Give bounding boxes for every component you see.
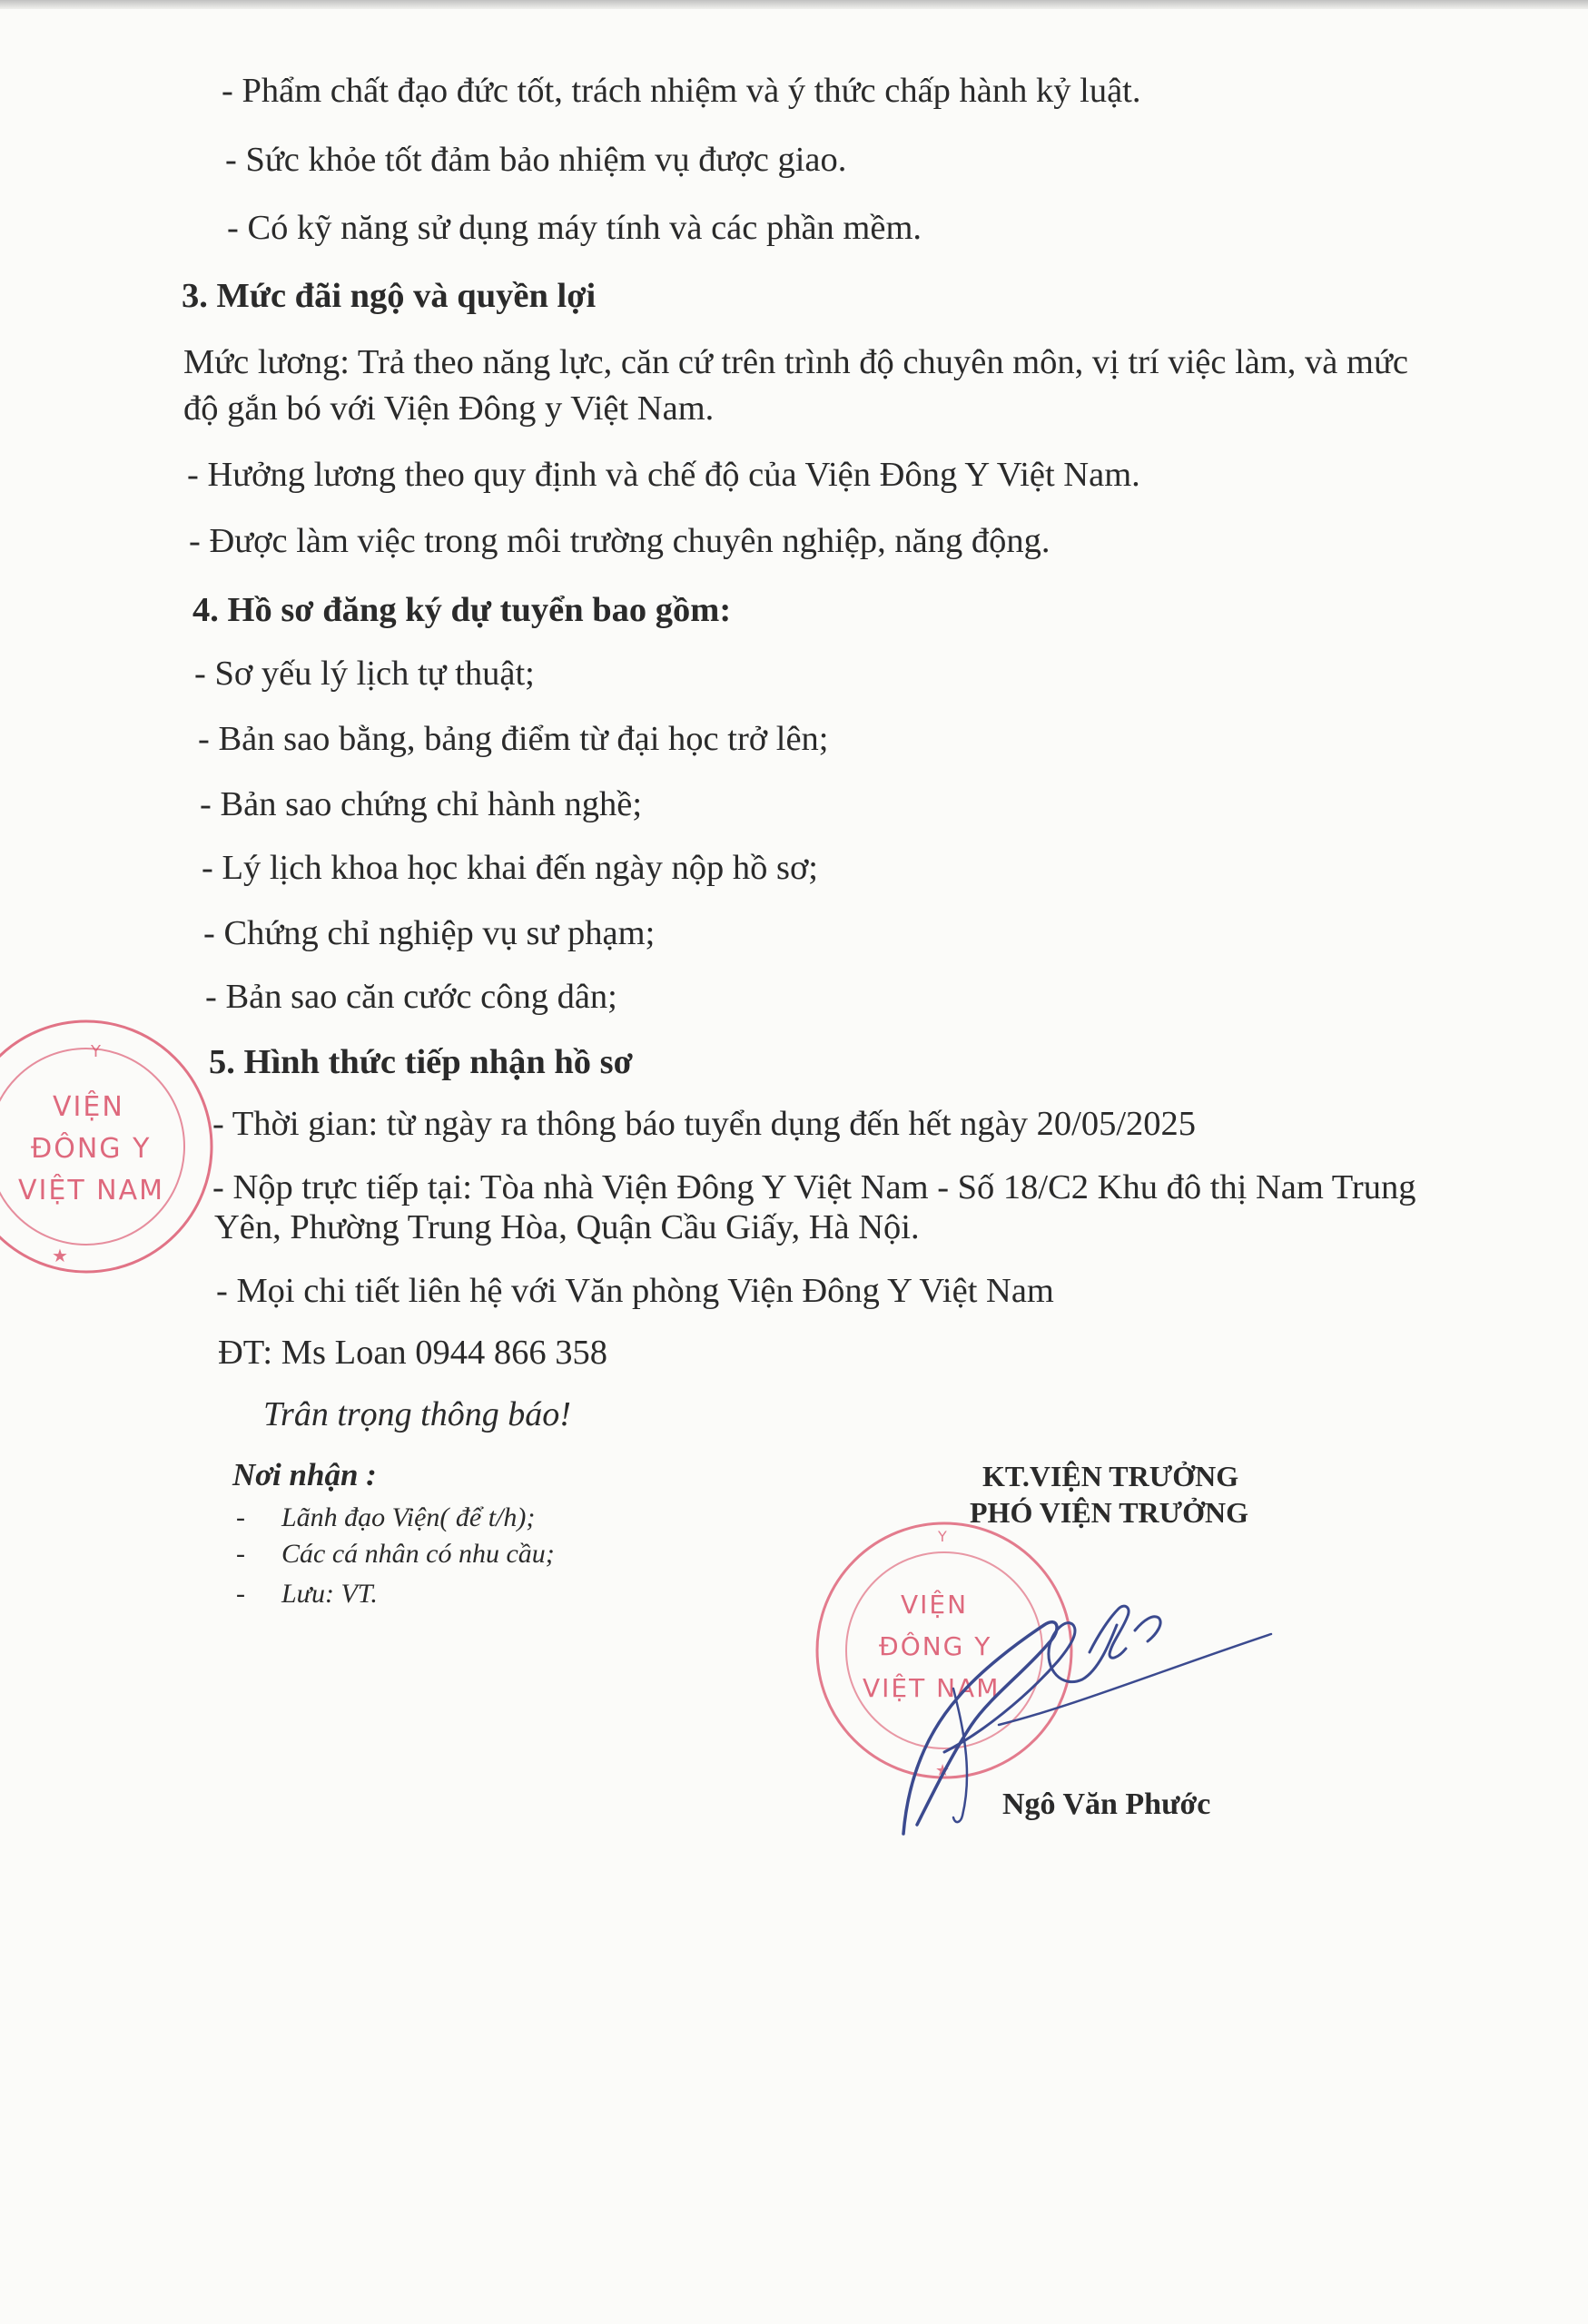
signer-name: Ngô Văn Phước [1002,1787,1211,1821]
stamp-line-3: VIỆT NAM [863,1673,1001,1703]
document-item: - Sơ yếu lý lịch tự thuật; [194,655,535,693]
document-item: - Bản sao chứng chỉ hành nghề; [200,785,643,823]
phone-line: ĐT: Ms Loan 0944 866 358 [218,1334,608,1372]
left-stamp-line-2: ĐÔNG Y [31,1133,152,1165]
salary-line-2: độ gắn bó với Viện Đông y Việt Nam. [183,389,715,428]
stamp-line-1: VIỆN [901,1590,969,1620]
stamp-line-2: ĐÔNG Y [879,1631,992,1661]
requirement-item: - Phẩm chất đạo đức tốt, trách nhiệm và ý thức chấp hành kỷ luật. [222,72,1141,110]
document-item: - Lý lịch khoa học khai đến ngày nộp hồ sơ; [202,849,818,887]
recipient-item: - Lãnh đạo Viện( để t/h); [236,1502,536,1532]
signature-title-2: PHÓ VIỆN TRƯỞNG [970,1496,1248,1529]
left-stamp-line-1: VIỆN [53,1091,124,1123]
submission-address-line-2: Yên, Phường Trung Hòa, Quận Cầu Giấy, Hà Nội. [214,1208,920,1246]
benefit-item: - Được làm việc trong môi trường chuyên nghiệp, năng động. [189,522,1050,560]
recipient-item: - Các cá nhân có nhu cầu; [236,1539,555,1569]
left-stamp-line-3: VIỆT NAM [18,1175,165,1206]
svg-text:Y: Y [91,1042,101,1061]
requirement-item: - Sức khỏe tốt đảm bảo nhiệm vụ được giao. [225,141,847,179]
recipient-item: - Lưu: VT. [236,1579,378,1609]
closing-text: Trân trọng thông báo! [263,1395,571,1433]
benefit-item: - Hưởng lương theo quy định và chế độ của Viện Đông Y Việt Nam. [187,456,1140,494]
section5-heading: 5. Hình thức tiếp nhận hồ sơ [209,1043,633,1081]
document-item: - Bản sao căn cước công dân; [205,978,617,1016]
requirement-item: - Có kỹ năng sử dụng máy tính và các phần mềm. [227,209,922,247]
salary-line-1: Mức lương: Trả theo năng lực, căn cứ trên trình độ chuyên môn, vị trí việc làm, và mức [183,343,1408,381]
contact-line: - Mọi chi tiết liên hệ với Văn phòng Viện Đông Y Việt Nam [216,1272,1054,1310]
document-item: - Bản sao bằng, bảng điểm từ đại học trở lên; [198,720,829,758]
section3-heading: 3. Mức đãi ngộ và quyền lợi [182,277,597,315]
signature-title-1: KT.VIỆN TRƯỞNG [982,1460,1239,1492]
document-item: - Chứng chỉ nghiệp vụ sư phạm; [203,914,656,952]
page-top-edge [0,0,1588,9]
submission-address-line-1: - Nộp trực tiếp tại: Tòa nhà Viện Đông Y Việt Nam - Số 18/C2 Khu đô thị Nam Trung [212,1168,1416,1206]
recipients-title: Nơi nhận : [232,1457,377,1492]
section4-heading: 4. Hồ sơ đăng ký dự tuyển bao gồm: [192,591,732,629]
svg-text:★: ★ [52,1245,68,1266]
svg-text:Y: Y [938,1528,947,1545]
submission-time: - Thời gian: từ ngày ra thông báo tuyển dụng đến hết ngày 20/05/2025 [212,1105,1197,1143]
svg-text:★: ★ [935,1761,951,1780]
